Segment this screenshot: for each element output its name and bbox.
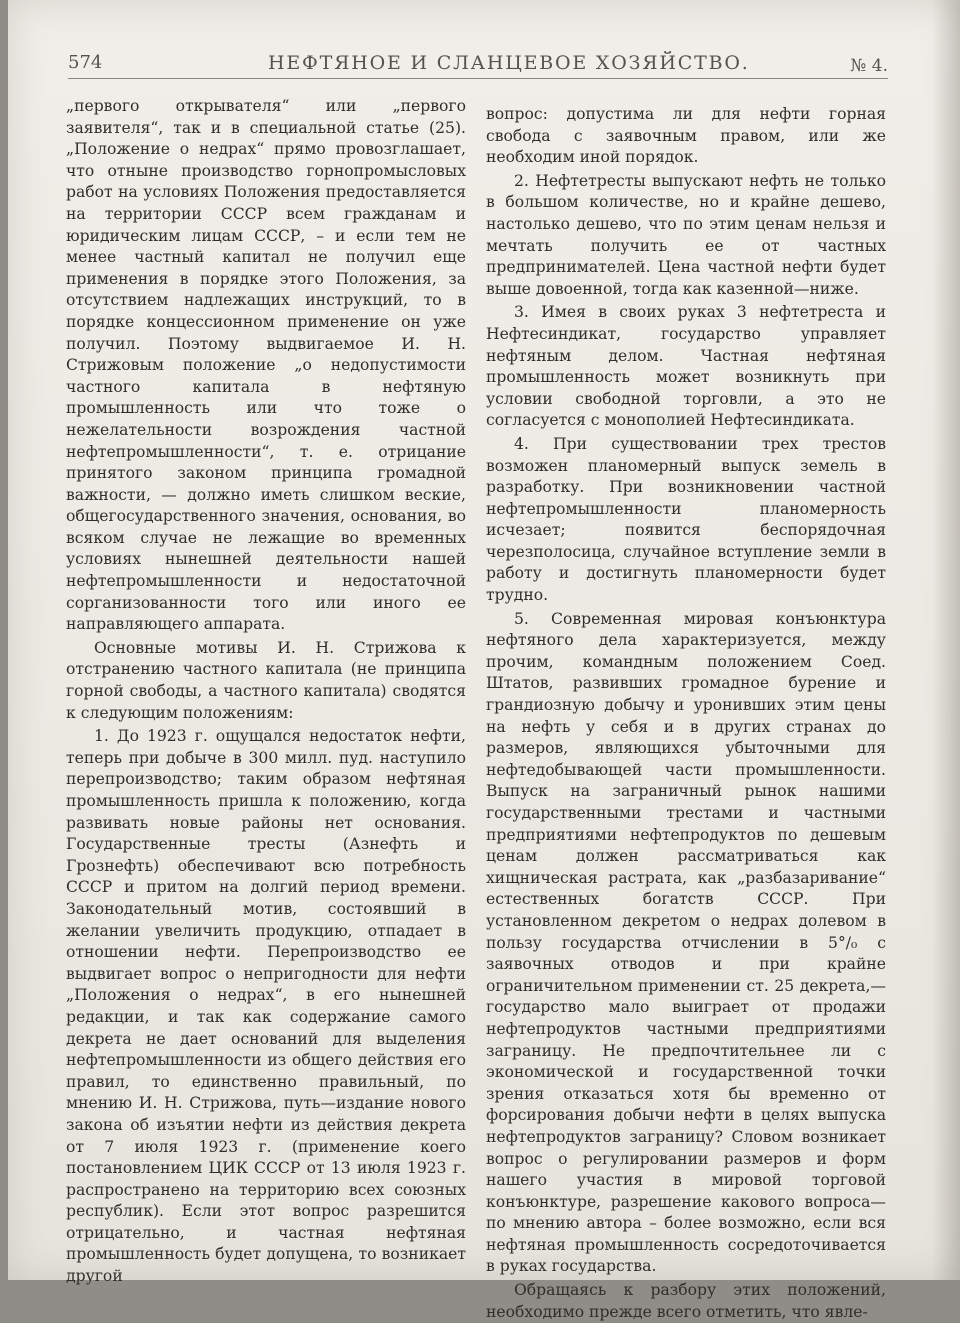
right-column — [486, 104, 886, 1323]
paragraph: 3. Имея в своих руках 3 нефтетреста и Нефтесиндикат, государство управляет нефтяным делом. Частная нефтяная промышленность может возникнуть при условии свободной торговли, а это не согласуется с монополией Нефтесиндиката. — [486, 303, 886, 430]
running-title: НЕФТЯНОЕ И СЛАНЦЕВОЕ ХОЗЯЙСТВО. — [268, 52, 750, 74]
left-column — [66, 96, 466, 1288]
header-rule — [68, 78, 888, 79]
paragraph: „первого открывателя“ или „первого заявителя“, так и в специальной статье (25). „Положение о недрах“ прямо провозглашает, что отныне производство горнопромысловых работ на условиях Положения предоставляется на территории СССР всем гражданам и юридическим лицам СССР, – и если тем не менее частный капитал не получил еще применения в порядке этого Положения, за отсутствием надлежащих инструкций, то в порядке концессионном применение он уже получил. Поэтому выдвигаемое И. Н. Стрижовым положение „о недопустимости частного капитала в нефтяную промышленность или что тоже о нежелательности возрождения частной нефтепромышленности“, т. е. отрицание принятого законом принципа громадной важности, — должно иметь слишком веские, общегосударственного значения, основания, во всяком случае не лежащие во временных условиях нынешней деятельности нашей нефтепромышленности и недостаточной сорганизованности того или иного ее направляющего аппарата. — [66, 97, 466, 634]
issue-number: № 4. — [850, 56, 888, 76]
paragraph: 1. До 1923 г. ощущался недостаток нефти, теперь при добыче в 300 милл. пуд. наступило перепроизводство; таким образом нефтяная промышленность пришла к положению, когда развивать новые районы нет основания. Государственные тресты (Азнефть и Грознефть) обеспечивают всю потребность СССР и притом на долгий период времени. Законодательный мотив, состоявший в желании увеличить продукцию, отпадает в отношении нефти. Перепроизводство ее выдвигает вопрос о непригодности для нефти „Положения о недрах“, в его нынешней редакции, и так как содержание самого декрета не дает оснований для выделения нефтепромышленности из общего действия его правил, то единственно правильный, по мнению И. Н. Стрижова, путь—издание нового закона об изъятии нефти из действия декрета от 7 июля 1923 г. (применение коего постановлением ЦИК СССР от 13 июля 1923 г. распространено на территорию всех союзных республик). Если этот вопрос разрешится отрицательно, и частная нефтяная промышленность будет допущена, то возникает другой — [66, 727, 466, 1286]
paragraph: Основные мотивы И. Н. Стрижова к отстранению частного капитала (не принципа горной свободы, а частного капитала) сводятся к следующим положениям: — [66, 638, 466, 722]
paragraph: Обращаясь к разбору этих положений, необходимо прежде всего отметить, что явле- — [486, 1281, 886, 1321]
book-page — [8, 0, 960, 1321]
page-number: 574 — [68, 52, 103, 73]
page-edge-shadow — [932, 0, 960, 1280]
paragraph: 5. Современная мировая конъюнктура нефтяного дела характеризуется, между прочим, командным положением Соед. Штатов, развивших громадное бурение и грандиозную добычу и уронивших этим цены на нефть у себя и в других странах до размеров, являющихся убыточными для нефтедобывающей части промышленности. Выпуск на заграничный рынок нашими государственными трестами и частными предприятиями нефтепродуктов по дешевым ценам должен рассматриваться как хищническая растрата, как „разбазаривание“ естественных богатств СССР. При установленном декретом о недрах долевом в пользу государства отчислении в 5°/₀ с заявочных отводов и при крайне ограничительном применении ст. 25 декрета,—государство мало выиграет от продажи нефтепродуктов частными предприятиями заграницу. Не предпочтительнее ли с экономической и государственной точки зрения отказаться хотя бы временно от форсирования добычи нефти в целях выпуска нефтепродуктов заграницу? Словом возникает вопрос о регулировании размеров и форм нашего участия в мировой торговой конъюнктуре, разрешение какового вопроса—по мнению автора – более возможно, если вся нефтяная промышленность сосредоточивается в руках государства. — [486, 609, 886, 1276]
paragraph: 4. При существовании трех трестов возможен планомерный выпуск земель в разработку. При возникновении частной нефтепромышленности планомерность исчезает; появится беспорядочная черезполосица, случайное вступление земли в работу и достигнуть планомерности будет трудно. — [486, 434, 886, 605]
paragraph: вопрос: допустима ли для нефти горная свобода с заявочным правом, или же необходим иной порядок. — [486, 105, 886, 167]
paragraph: 2. Нефтетресты выпускают нефть не только в большом количестве, но и крайне дешево, настолько дешево, что по этим ценам нельзя и мечтать получить ее от частных предпринимателей. Цена частной нефти будет выше довоенной, тогда как казенной—ниже. — [486, 171, 886, 298]
